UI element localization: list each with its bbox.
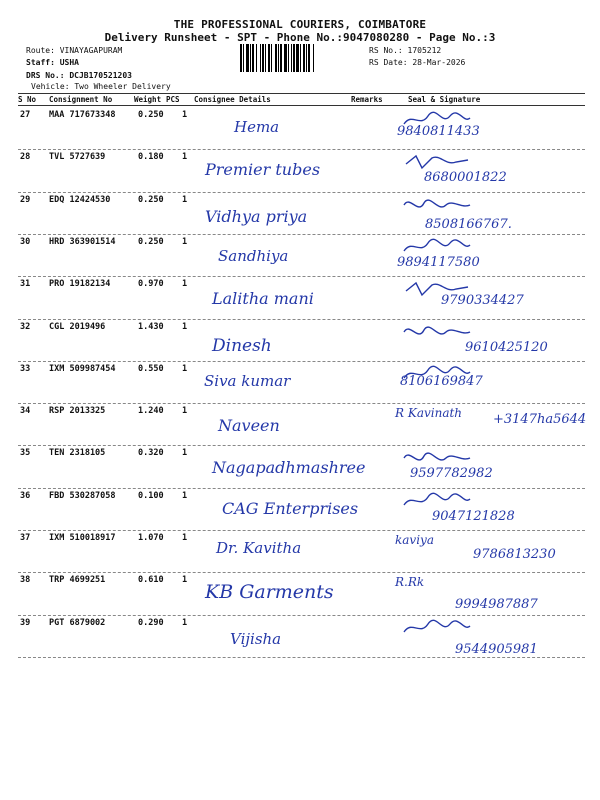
signature-scribble (402, 322, 472, 342)
row-phone: 9894117580 (397, 254, 480, 270)
row-consignee-name: Vijisha (230, 629, 282, 648)
row-divider (18, 488, 585, 489)
row-consignee-name: Siva kumar (204, 371, 291, 390)
row-consignment-no: MAA 717673348 (49, 110, 116, 120)
row-divider (18, 403, 585, 404)
barcode (240, 44, 365, 72)
row-weight: 1.430 (138, 321, 164, 332)
row-pcs: 1 (182, 490, 188, 501)
row-weight: 0.970 (138, 279, 164, 290)
signature-scribble (402, 491, 472, 511)
row-divider (18, 657, 585, 658)
row-divider (18, 234, 585, 235)
row-consignee-name: Sandhiya (218, 246, 289, 265)
row-divider (18, 192, 585, 193)
row-phone: 9544905981 (455, 641, 538, 657)
row-phone: 9610425120 (465, 339, 548, 355)
row-weight: 0.180 (138, 152, 164, 163)
rs-date: RS Date: 28-Mar-2026 (369, 58, 466, 67)
row-consignment-no: TEN 2318105 (49, 448, 106, 459)
row-consignee-name: Hema (234, 118, 280, 136)
col-consignee: Consignee Details (194, 95, 271, 104)
row-consignee-name: CAG Enterprises (222, 498, 359, 518)
row-sno: 36 (20, 490, 31, 501)
row-pcs: 1 (182, 363, 188, 374)
row-consignee-name: Nagapadhmashree (212, 458, 366, 478)
row-consignment-no: RSP 2013325 (49, 406, 106, 417)
row-weight: 0.250 (138, 110, 164, 120)
row-weight: 1.070 (138, 533, 164, 543)
row-sno: 30 (20, 236, 31, 247)
row-sno: 35 (20, 448, 31, 459)
staff-label: Staff: USHA (26, 58, 79, 67)
row-signature: kaviya (395, 533, 434, 547)
row-phone: 9597782982 (410, 466, 493, 482)
rs-number: RS No.: 1705212 (369, 46, 442, 55)
row-weight: 1.240 (138, 406, 164, 417)
signature-scribble (402, 195, 472, 215)
row-consignee-name: Dr. Kavitha (216, 539, 302, 557)
row-pcs: 1 (182, 533, 188, 543)
row-consignment-no: CGL 2019496 (49, 321, 106, 332)
row-sno: 28 (20, 152, 31, 163)
row-pcs: 1 (182, 575, 188, 586)
row-phone: 9047121828 (432, 508, 515, 524)
row-divider (18, 361, 585, 362)
row-pcs: 1 (182, 406, 188, 417)
row-weight: 0.250 (138, 236, 164, 247)
row-weight: 0.250 (138, 194, 164, 205)
row-sno: 38 (20, 575, 31, 586)
row-sno: 37 (20, 533, 31, 543)
row-phone: 8680001822 (424, 170, 507, 186)
row-pcs: 1 (182, 194, 188, 205)
signature-scribble (402, 152, 472, 172)
row-sno: 32 (20, 321, 31, 332)
row-phone: 8106169847 (400, 373, 483, 389)
row-weight: 0.320 (138, 448, 164, 459)
row-phone: 9840811433 (397, 124, 480, 139)
row-phone: 9994987887 (455, 597, 538, 613)
header-rule-top (18, 93, 585, 94)
row-sno: 31 (20, 279, 31, 290)
row-pcs: 1 (182, 321, 188, 332)
row-divider (18, 572, 585, 573)
col-seal-signature: Seal & Signature (408, 95, 481, 104)
row-signature: R.Rk (395, 575, 425, 590)
row-signature: R Kavinath (395, 406, 463, 421)
row-divider (18, 319, 585, 320)
row-consignee-name: Vidhya priya (205, 206, 308, 226)
row-sno: 39 (20, 617, 31, 628)
row-weight: 0.550 (138, 363, 164, 374)
row-weight: 0.610 (138, 575, 164, 586)
row-consignment-no: IXM 509987454 (49, 363, 116, 374)
runsheet-subtitle: Delivery Runsheet - SPT - Phone No.:9047080280 - Page No.:3 (104, 31, 496, 44)
row-phone: 9786813230 (473, 547, 556, 562)
row-consignment-no: FBD 530287058 (49, 490, 116, 501)
row-phone: 9790334427 (441, 293, 524, 309)
col-consignment: Consignment No (49, 95, 113, 104)
row-consignment-no: TVL 5727639 (49, 152, 106, 163)
row-consignment-no: PGT 6879002 (49, 617, 106, 628)
row-sno: 34 (20, 406, 31, 417)
row-consignment-no: IXM 510018917 (49, 533, 116, 543)
row-phone: 8508166767. (425, 216, 512, 232)
vehicle-label: Vehicle: Two Wheeler Delivery (31, 82, 171, 91)
signature-scribble (402, 237, 472, 257)
row-consignee-name: Naveen (218, 416, 280, 436)
col-pcs: PCS (166, 95, 180, 104)
row-divider (18, 530, 585, 531)
row-sno: 27 (20, 110, 31, 120)
row-phone: +3147ha5644 (493, 412, 587, 428)
row-weight: 0.290 (138, 617, 164, 628)
row-pcs: 1 (182, 448, 188, 459)
row-divider (18, 149, 585, 150)
row-consignee-name: Dinesh (212, 335, 272, 356)
row-pcs: 1 (182, 279, 188, 290)
row-consignee-name: Premier tubes (205, 160, 321, 180)
header-rule-bottom (18, 105, 585, 106)
route-label: Route: VINAYAGAPURAM (26, 46, 123, 55)
runsheet-title: THE PROFESSIONAL COURIERS, COIMBATORE (173, 18, 427, 31)
row-pcs: 1 (182, 617, 188, 628)
row-sno: 29 (20, 194, 31, 205)
col-remarks: Remarks (351, 95, 383, 104)
row-divider (18, 615, 585, 616)
signature-scribble (402, 618, 472, 638)
row-consignee-name: Lalitha mani (212, 289, 314, 309)
col-weight: Weight (134, 95, 162, 104)
row-consignment-no: EDQ 12424530 (49, 194, 111, 205)
row-consignee-name: KB Garments (205, 581, 334, 604)
row-pcs: 1 (182, 236, 188, 247)
row-divider (18, 445, 585, 446)
row-divider (18, 276, 585, 277)
row-pcs: 1 (182, 110, 188, 120)
row-consignment-no: PRO 19182134 (49, 279, 111, 290)
row-sno: 33 (20, 363, 31, 374)
row-weight: 0.100 (138, 490, 164, 501)
row-pcs: 1 (182, 152, 188, 163)
row-consignment-no: TRP 4699251 (49, 575, 106, 586)
drs-number: DRS No.: DCJB170521203 (26, 71, 132, 80)
row-consignment-no: HRD 363901514 (49, 236, 116, 247)
signature-scribble (402, 448, 472, 468)
col-sno: S No (18, 95, 37, 104)
